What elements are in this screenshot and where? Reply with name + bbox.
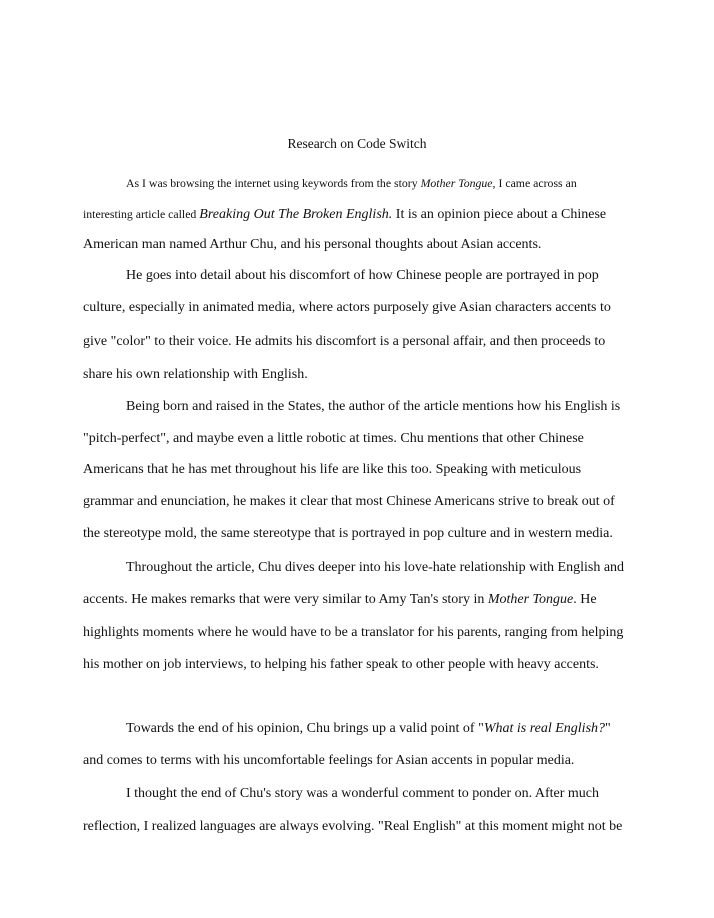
paragraph-3-line-4: grammar and enunciation, he makes it clear that most Chinese Americans strive to break out of [83, 494, 615, 509]
story-title-italic: Mother Tongue [487, 592, 574, 607]
document-title: Research on Code Switch [287, 136, 427, 151]
text-run: " [605, 721, 611, 736]
paragraph-2-line-2: culture, especially in animated media, where actors purposely give Asian characters accents to [83, 300, 611, 315]
paragraph-6-line-1: I thought the end of Chu's story was a wonderful comment to ponder on. After much [126, 786, 599, 801]
text-run: It is an opinion piece about a Chinese [392, 207, 607, 222]
paragraph-3-line-3: Americans that he has met throughout his life are like this too. Speaking with meticulous [83, 462, 582, 477]
story-title-italic: Mother Tongue, [420, 176, 496, 190]
paragraph-5-line-1 [126, 720, 611, 738]
paragraph-4-line-4: his mother on job interviews, to helping his father speak to other people with heavy accents. [83, 657, 599, 672]
article-title-italic: Breaking Out The Broken English. [199, 207, 393, 222]
paragraph-6-line-2: reflection, I realized languages are always evolving. "Real English" at this moment might not be [83, 819, 623, 834]
paragraph-2-line-4: share his own relationship with English. [83, 367, 308, 382]
paragraph-2-line-3: give "color" to their voice. He admits his discomfort is a personal affair, and then proceeds to [83, 334, 606, 349]
paragraph-3-line-5: the stereotype mold, the same stereotype that is portrayed in pop culture and in western media. [83, 526, 613, 541]
question-italic: What is real English? [483, 721, 606, 736]
paragraph-5-line-2: and comes to terms with his uncomfortable feelings for Asian accents in popular media. [83, 753, 575, 768]
text-run: accents. He makes remarks that were very similar to Amy Tan's story in [83, 592, 488, 607]
paragraph-2-line-1: He goes into detail about his discomfort of how Chinese people are portrayed in pop [126, 268, 599, 283]
text-run: As I was browsing the internet using keywords from the story [126, 176, 421, 190]
text-run: interesting article called [83, 207, 200, 221]
text-run: . He [573, 592, 597, 607]
paragraph-1-line-2 [83, 205, 606, 224]
paragraph-3-line-1: Being born and raised in the States, the author of the article mentions how his English is [126, 399, 621, 414]
paragraph-1-line-1 [126, 174, 577, 192]
text-run: I came across an [495, 176, 577, 190]
paragraph-3-line-2: "pitch-perfect", and maybe even a little robotic at times. Chu mentions that other Chinese [83, 431, 584, 446]
paragraph-4-line-3: highlights moments where he would have to be a translator for his parents, ranging from helping [83, 625, 624, 640]
paragraph-4-line-2 [83, 591, 597, 609]
paragraph-1-line-3: American man named Arthur Chu, and his personal thoughts about Asian accents. [83, 237, 542, 252]
text-run: Towards the end of his opinion, Chu brings up a valid point of " [126, 721, 484, 736]
paragraph-4-line-1: Throughout the article, Chu dives deeper into his love-hate relationship with English and [126, 560, 625, 575]
